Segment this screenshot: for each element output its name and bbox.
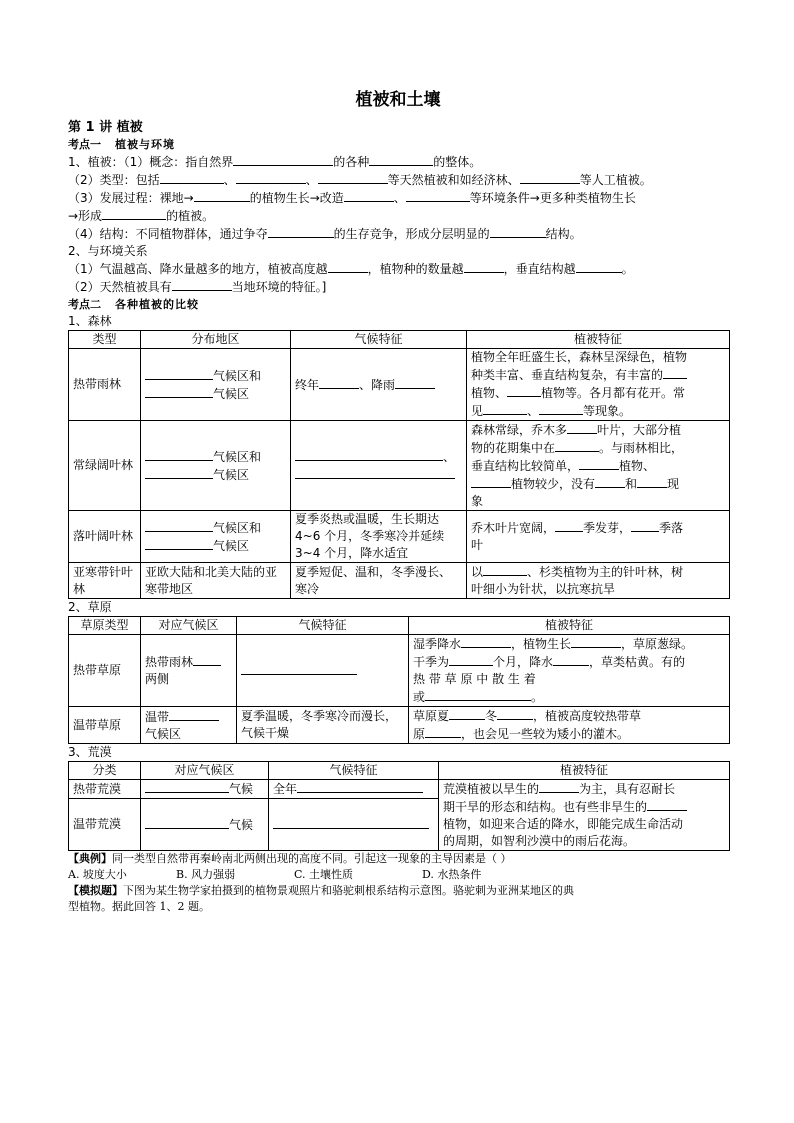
forest-heading: 1、森林 bbox=[68, 314, 112, 328]
text: 物的花期集中在 bbox=[471, 441, 556, 455]
text: 热 带 草 原 中 散 生 着 bbox=[413, 672, 536, 686]
text: 垂直结构比较简单， bbox=[471, 459, 580, 473]
text: 1、植被：（1）概念：指自然界 bbox=[68, 155, 234, 169]
option-d[interactable]: D. 水热条件 bbox=[422, 868, 482, 881]
blank[interactable] bbox=[461, 635, 511, 648]
blank[interactable] bbox=[145, 537, 213, 550]
blank[interactable] bbox=[406, 189, 470, 202]
text: 等现象。 bbox=[583, 404, 632, 418]
s1-line2 bbox=[68, 171, 728, 189]
blank[interactable] bbox=[160, 171, 224, 184]
table-row bbox=[69, 780, 730, 799]
text: ，草原葱绿。 bbox=[621, 637, 694, 651]
text: 植物，如迎来合适的降水，即能完成生命活动 bbox=[443, 817, 684, 831]
blank[interactable] bbox=[193, 653, 221, 666]
text: 的生存竞争，形成分层明显的 bbox=[333, 227, 490, 241]
header-cell: 对应气候区 bbox=[141, 617, 237, 635]
blank[interactable] bbox=[471, 475, 511, 488]
blank[interactable] bbox=[319, 376, 359, 389]
blank[interactable] bbox=[539, 402, 583, 415]
header-cell: 气候特征 bbox=[291, 331, 467, 349]
example-question bbox=[68, 851, 728, 867]
mock-label: 【模拟题】 bbox=[68, 884, 123, 897]
climate-cell: 夏季短促、温和，冬季漫长、寒冷 bbox=[291, 563, 467, 599]
blank[interactable] bbox=[145, 519, 213, 532]
text: 叶 bbox=[471, 538, 484, 552]
region-cell bbox=[141, 349, 291, 421]
blank[interactable] bbox=[539, 780, 579, 793]
text: 等环境条件→更多种类植物生长 bbox=[469, 191, 636, 205]
text: 终年 bbox=[295, 377, 320, 392]
blank[interactable] bbox=[483, 563, 527, 576]
blank[interactable] bbox=[145, 448, 213, 461]
blank[interactable] bbox=[571, 635, 621, 648]
text: 气候区和 bbox=[213, 449, 262, 464]
blank[interactable] bbox=[555, 439, 599, 452]
text: 。与雨林相比， bbox=[599, 441, 684, 455]
text: 象 bbox=[471, 494, 484, 508]
text: ，植物种的数量越 bbox=[367, 262, 464, 276]
text: 或 bbox=[413, 690, 426, 704]
text: 的整体。 bbox=[433, 155, 482, 169]
text: 全年 bbox=[273, 782, 298, 796]
kp2-heading bbox=[68, 296, 728, 313]
header-cell: 类型 bbox=[69, 331, 141, 349]
text: 叶片，大部分植 bbox=[597, 423, 682, 437]
type-cell: 温带草原 bbox=[69, 707, 141, 744]
header-cell: 植被特征 bbox=[439, 762, 730, 780]
header-cell: 分类 bbox=[69, 762, 141, 780]
text: 夏季炎热或温暖，生长期达 bbox=[295, 512, 440, 526]
header-cell: 草原类型 bbox=[69, 617, 141, 635]
text: 个月，降水 bbox=[493, 655, 554, 669]
worksheet bbox=[68, 92, 728, 915]
s1-line3 bbox=[68, 189, 728, 207]
vegetation-cell bbox=[409, 635, 730, 707]
blank[interactable] bbox=[647, 798, 687, 811]
blank[interactable] bbox=[631, 519, 659, 532]
text: 。 bbox=[621, 262, 634, 276]
text: 湿季降水 bbox=[413, 637, 462, 651]
table-row bbox=[69, 707, 730, 744]
text: 冬 bbox=[485, 709, 498, 723]
table-header-row bbox=[69, 331, 730, 349]
type-cell: 落叶阔叶林 bbox=[69, 511, 141, 563]
s1-line1 bbox=[68, 153, 728, 171]
text: 同一类型自然带再秦岭南北两侧出现的高度不同。引起这一现象的主导因素是（ ） bbox=[112, 852, 512, 865]
text: 等人工植被。 bbox=[579, 173, 652, 187]
blank[interactable] bbox=[507, 384, 541, 397]
text: （2）天然植被具有 bbox=[68, 280, 172, 294]
text: 两侧 bbox=[145, 672, 170, 686]
blank[interactable] bbox=[520, 171, 580, 184]
text: ，植物生长 bbox=[511, 637, 572, 651]
text: 植物、 bbox=[471, 386, 508, 400]
text: 现 bbox=[667, 477, 680, 491]
kp2-topic: 各种植被的比较 bbox=[115, 298, 199, 311]
blank[interactable] bbox=[145, 466, 213, 479]
region-cell: 亚欧大陆和北美大陆的亚寒带地区 bbox=[141, 563, 291, 599]
s1-line4 bbox=[68, 207, 728, 225]
table-row bbox=[69, 563, 730, 599]
text: 气候区 bbox=[213, 386, 250, 401]
text: 气候区 bbox=[145, 726, 182, 741]
text: 植物、 bbox=[619, 459, 656, 473]
blank[interactable] bbox=[233, 153, 333, 166]
vegetation-cell bbox=[467, 563, 730, 599]
blank[interactable] bbox=[273, 816, 429, 829]
text: 季落 bbox=[659, 521, 684, 535]
text: 、 bbox=[527, 404, 540, 418]
s1-line8 bbox=[68, 278, 728, 296]
header-cell: 植被特征 bbox=[409, 617, 730, 635]
text: 、杉类植物为主的针叶林，树 bbox=[527, 565, 684, 579]
text: 乔木叶片宽阔， bbox=[471, 521, 556, 535]
blank[interactable] bbox=[297, 780, 423, 793]
blank[interactable] bbox=[637, 475, 667, 488]
text: 的周期，如智利沙漠中的雨后花海。 bbox=[443, 834, 636, 848]
text: 季发芽， bbox=[583, 521, 632, 535]
text: 气候 bbox=[229, 782, 254, 796]
lecture-heading: 第 1 讲 植被 bbox=[68, 120, 143, 135]
type-cell: 常绿阔叶林 bbox=[69, 421, 141, 511]
text: 等天然植被和如经济林、 bbox=[387, 173, 520, 187]
header-cell: 气候特征 bbox=[237, 617, 409, 635]
blank[interactable] bbox=[102, 207, 166, 220]
example-label: 【典例】 bbox=[68, 852, 112, 865]
blank[interactable] bbox=[579, 457, 619, 470]
text: 叶细小为针状，以抗寒抗旱 bbox=[471, 582, 616, 596]
blank[interactable] bbox=[555, 519, 583, 532]
region-cell bbox=[141, 799, 269, 851]
blank[interactable] bbox=[449, 653, 493, 666]
table-row bbox=[69, 421, 730, 511]
option-a[interactable]: A. 坡度大小 bbox=[68, 868, 127, 881]
mock-question bbox=[68, 883, 728, 915]
text: 和 bbox=[625, 477, 638, 491]
blank[interactable] bbox=[145, 367, 213, 380]
text: 热带雨林 bbox=[145, 655, 194, 669]
text: 以 bbox=[471, 565, 484, 579]
text: 气候区 bbox=[213, 538, 250, 553]
region-cell bbox=[141, 707, 237, 744]
climate-cell bbox=[291, 511, 467, 563]
text: 荒漠植被以旱生的 bbox=[443, 782, 540, 796]
kp1-heading bbox=[68, 136, 728, 153]
blank[interactable] bbox=[268, 225, 334, 238]
blank[interactable] bbox=[318, 171, 388, 184]
text: 期干旱的形态和结构。也有些非旱生的 bbox=[443, 800, 648, 814]
blank[interactable] bbox=[145, 780, 229, 793]
text: ，草类枯黄。有的 bbox=[589, 655, 686, 669]
blank[interactable] bbox=[295, 448, 443, 461]
type-cell: 热带草原 bbox=[69, 635, 141, 707]
blank[interactable] bbox=[553, 653, 589, 666]
kp1-topic: 植被与环境 bbox=[115, 138, 175, 151]
s1-line5 bbox=[68, 225, 728, 243]
climate-cell: 夏季温暖，冬季寒冷而漫长，气候干燥 bbox=[237, 707, 409, 744]
blank[interactable] bbox=[169, 708, 219, 721]
climate-cell bbox=[269, 799, 439, 851]
blank[interactable] bbox=[145, 816, 229, 829]
type-cell: 温带荒漠 bbox=[69, 799, 141, 851]
blank[interactable] bbox=[425, 688, 531, 701]
region-cell bbox=[141, 780, 269, 799]
blank[interactable] bbox=[497, 707, 533, 720]
text: （2）类型：包括 bbox=[68, 173, 160, 187]
kp2-label: 考点二 bbox=[68, 298, 101, 311]
type-cell: 热带雨林 bbox=[69, 349, 141, 421]
grass-heading: 2、草原 bbox=[68, 600, 112, 614]
text: 见 bbox=[471, 404, 484, 418]
text: 、 bbox=[393, 191, 406, 205]
vegetation-cell bbox=[439, 780, 730, 851]
type-cell: 亚寒带针叶林 bbox=[69, 563, 141, 599]
text: 植物全年旺盛生长，森林呈深绿色，植物 bbox=[471, 350, 688, 364]
header-cell: 气候特征 bbox=[269, 762, 439, 780]
option-c[interactable]: C. 土壤性质 bbox=[294, 868, 354, 881]
vegetation-cell bbox=[467, 349, 730, 421]
text: 气候 bbox=[229, 817, 254, 832]
text: 4~6 个月，冬季寒冷并延续 bbox=[295, 529, 445, 543]
text: ，植被高度较热带草 bbox=[533, 709, 642, 723]
region-cell bbox=[141, 511, 291, 563]
grass-table bbox=[68, 616, 730, 744]
blank[interactable] bbox=[449, 707, 485, 720]
blank[interactable] bbox=[241, 662, 357, 675]
text: 气候区 bbox=[213, 467, 250, 482]
text: 原 bbox=[413, 727, 426, 741]
blank[interactable] bbox=[595, 475, 625, 488]
vegetation-cell bbox=[409, 707, 730, 744]
blank[interactable] bbox=[328, 260, 368, 273]
text: →形成 bbox=[68, 209, 103, 223]
desert-table bbox=[68, 761, 730, 851]
climate-cell bbox=[291, 421, 467, 511]
type-cell: 热带荒漠 bbox=[69, 780, 141, 799]
s1-line7 bbox=[68, 260, 728, 278]
text: ，垂直结构越 bbox=[503, 262, 576, 276]
text: 、 bbox=[443, 449, 456, 464]
table-row bbox=[69, 635, 730, 707]
blank[interactable] bbox=[236, 171, 306, 184]
header-cell: 对应气候区 bbox=[141, 762, 269, 780]
text: 草原夏 bbox=[413, 709, 450, 723]
blank[interactable] bbox=[369, 153, 433, 166]
table-row bbox=[69, 511, 730, 563]
vegetation-cell bbox=[467, 421, 730, 511]
text: 、降雨 bbox=[359, 377, 396, 392]
s1-line6: 2、与环境关系 bbox=[68, 244, 148, 258]
text: 为主，具有忍耐长 bbox=[579, 782, 676, 796]
climate-cell bbox=[269, 780, 439, 799]
text: 的植物生长→改造 bbox=[249, 191, 344, 205]
header-cell: 植被特征 bbox=[467, 331, 730, 349]
table-row bbox=[69, 349, 730, 421]
option-b[interactable]: B. 风力强弱 bbox=[176, 868, 236, 881]
blank[interactable] bbox=[567, 421, 597, 434]
region-cell bbox=[141, 635, 237, 707]
climate-cell bbox=[237, 635, 409, 707]
text: 温带 bbox=[145, 709, 170, 724]
text: 植物等。各月都有花开。常 bbox=[541, 386, 686, 400]
text: 、 bbox=[305, 173, 318, 187]
text: 结构。 bbox=[545, 227, 582, 241]
blank[interactable] bbox=[576, 260, 622, 273]
desert-heading: 3、荒漠 bbox=[68, 745, 112, 759]
header-cell: 分布地区 bbox=[141, 331, 291, 349]
text: 植物较少，没有 bbox=[511, 477, 596, 491]
vegetation-cell bbox=[467, 511, 730, 563]
text: 型植物。据此回答 1、2 题。 bbox=[68, 900, 210, 913]
blank[interactable] bbox=[395, 376, 435, 389]
blank[interactable] bbox=[295, 466, 455, 479]
text: 气候区和 bbox=[213, 368, 262, 383]
text: 气候区和 bbox=[213, 520, 262, 535]
kp1-label: 考点一 bbox=[68, 138, 101, 151]
page-title: 植被和土壤 bbox=[355, 90, 441, 110]
text: 的植被。 bbox=[166, 209, 215, 223]
blank[interactable] bbox=[663, 366, 687, 379]
blank[interactable] bbox=[172, 278, 232, 291]
table-header-row bbox=[69, 617, 730, 635]
text: 森林常绿，乔木多 bbox=[471, 423, 568, 437]
text: 干季为 bbox=[413, 655, 450, 669]
text: 的各种 bbox=[333, 155, 370, 169]
forest-table bbox=[68, 330, 730, 599]
table-header-row bbox=[69, 762, 730, 780]
example-options bbox=[68, 867, 728, 883]
blank[interactable] bbox=[194, 189, 250, 202]
blank[interactable] bbox=[425, 725, 461, 738]
text: 种类丰富、垂直结构复杂，有丰富的 bbox=[471, 368, 664, 382]
text: 。 bbox=[531, 690, 544, 704]
text: ，也会见一些较为矮小的灌木。 bbox=[461, 727, 630, 741]
text: 下图为某生物学家拍摄到的植物景观照片和骆驼刺根系结构示意图。骆驼刺为亚洲某地区的典 bbox=[123, 884, 574, 897]
blank[interactable] bbox=[483, 402, 527, 415]
text: （3）发展过程：裸地→ bbox=[68, 191, 194, 205]
blank[interactable] bbox=[344, 189, 394, 202]
blank[interactable] bbox=[490, 225, 546, 238]
blank[interactable] bbox=[464, 260, 504, 273]
region-cell bbox=[141, 421, 291, 511]
text: （1）气温越高、降水量越多的地方，植被高度越 bbox=[68, 262, 328, 276]
text: 、 bbox=[223, 173, 236, 187]
text: 当地环境的特征。] bbox=[231, 280, 327, 294]
climate-cell bbox=[291, 349, 467, 421]
text: 3~4 个月，降水适宜 bbox=[295, 546, 409, 560]
blank[interactable] bbox=[145, 385, 213, 398]
text: （4）结构：不同植物群体，通过争夺 bbox=[68, 227, 268, 241]
